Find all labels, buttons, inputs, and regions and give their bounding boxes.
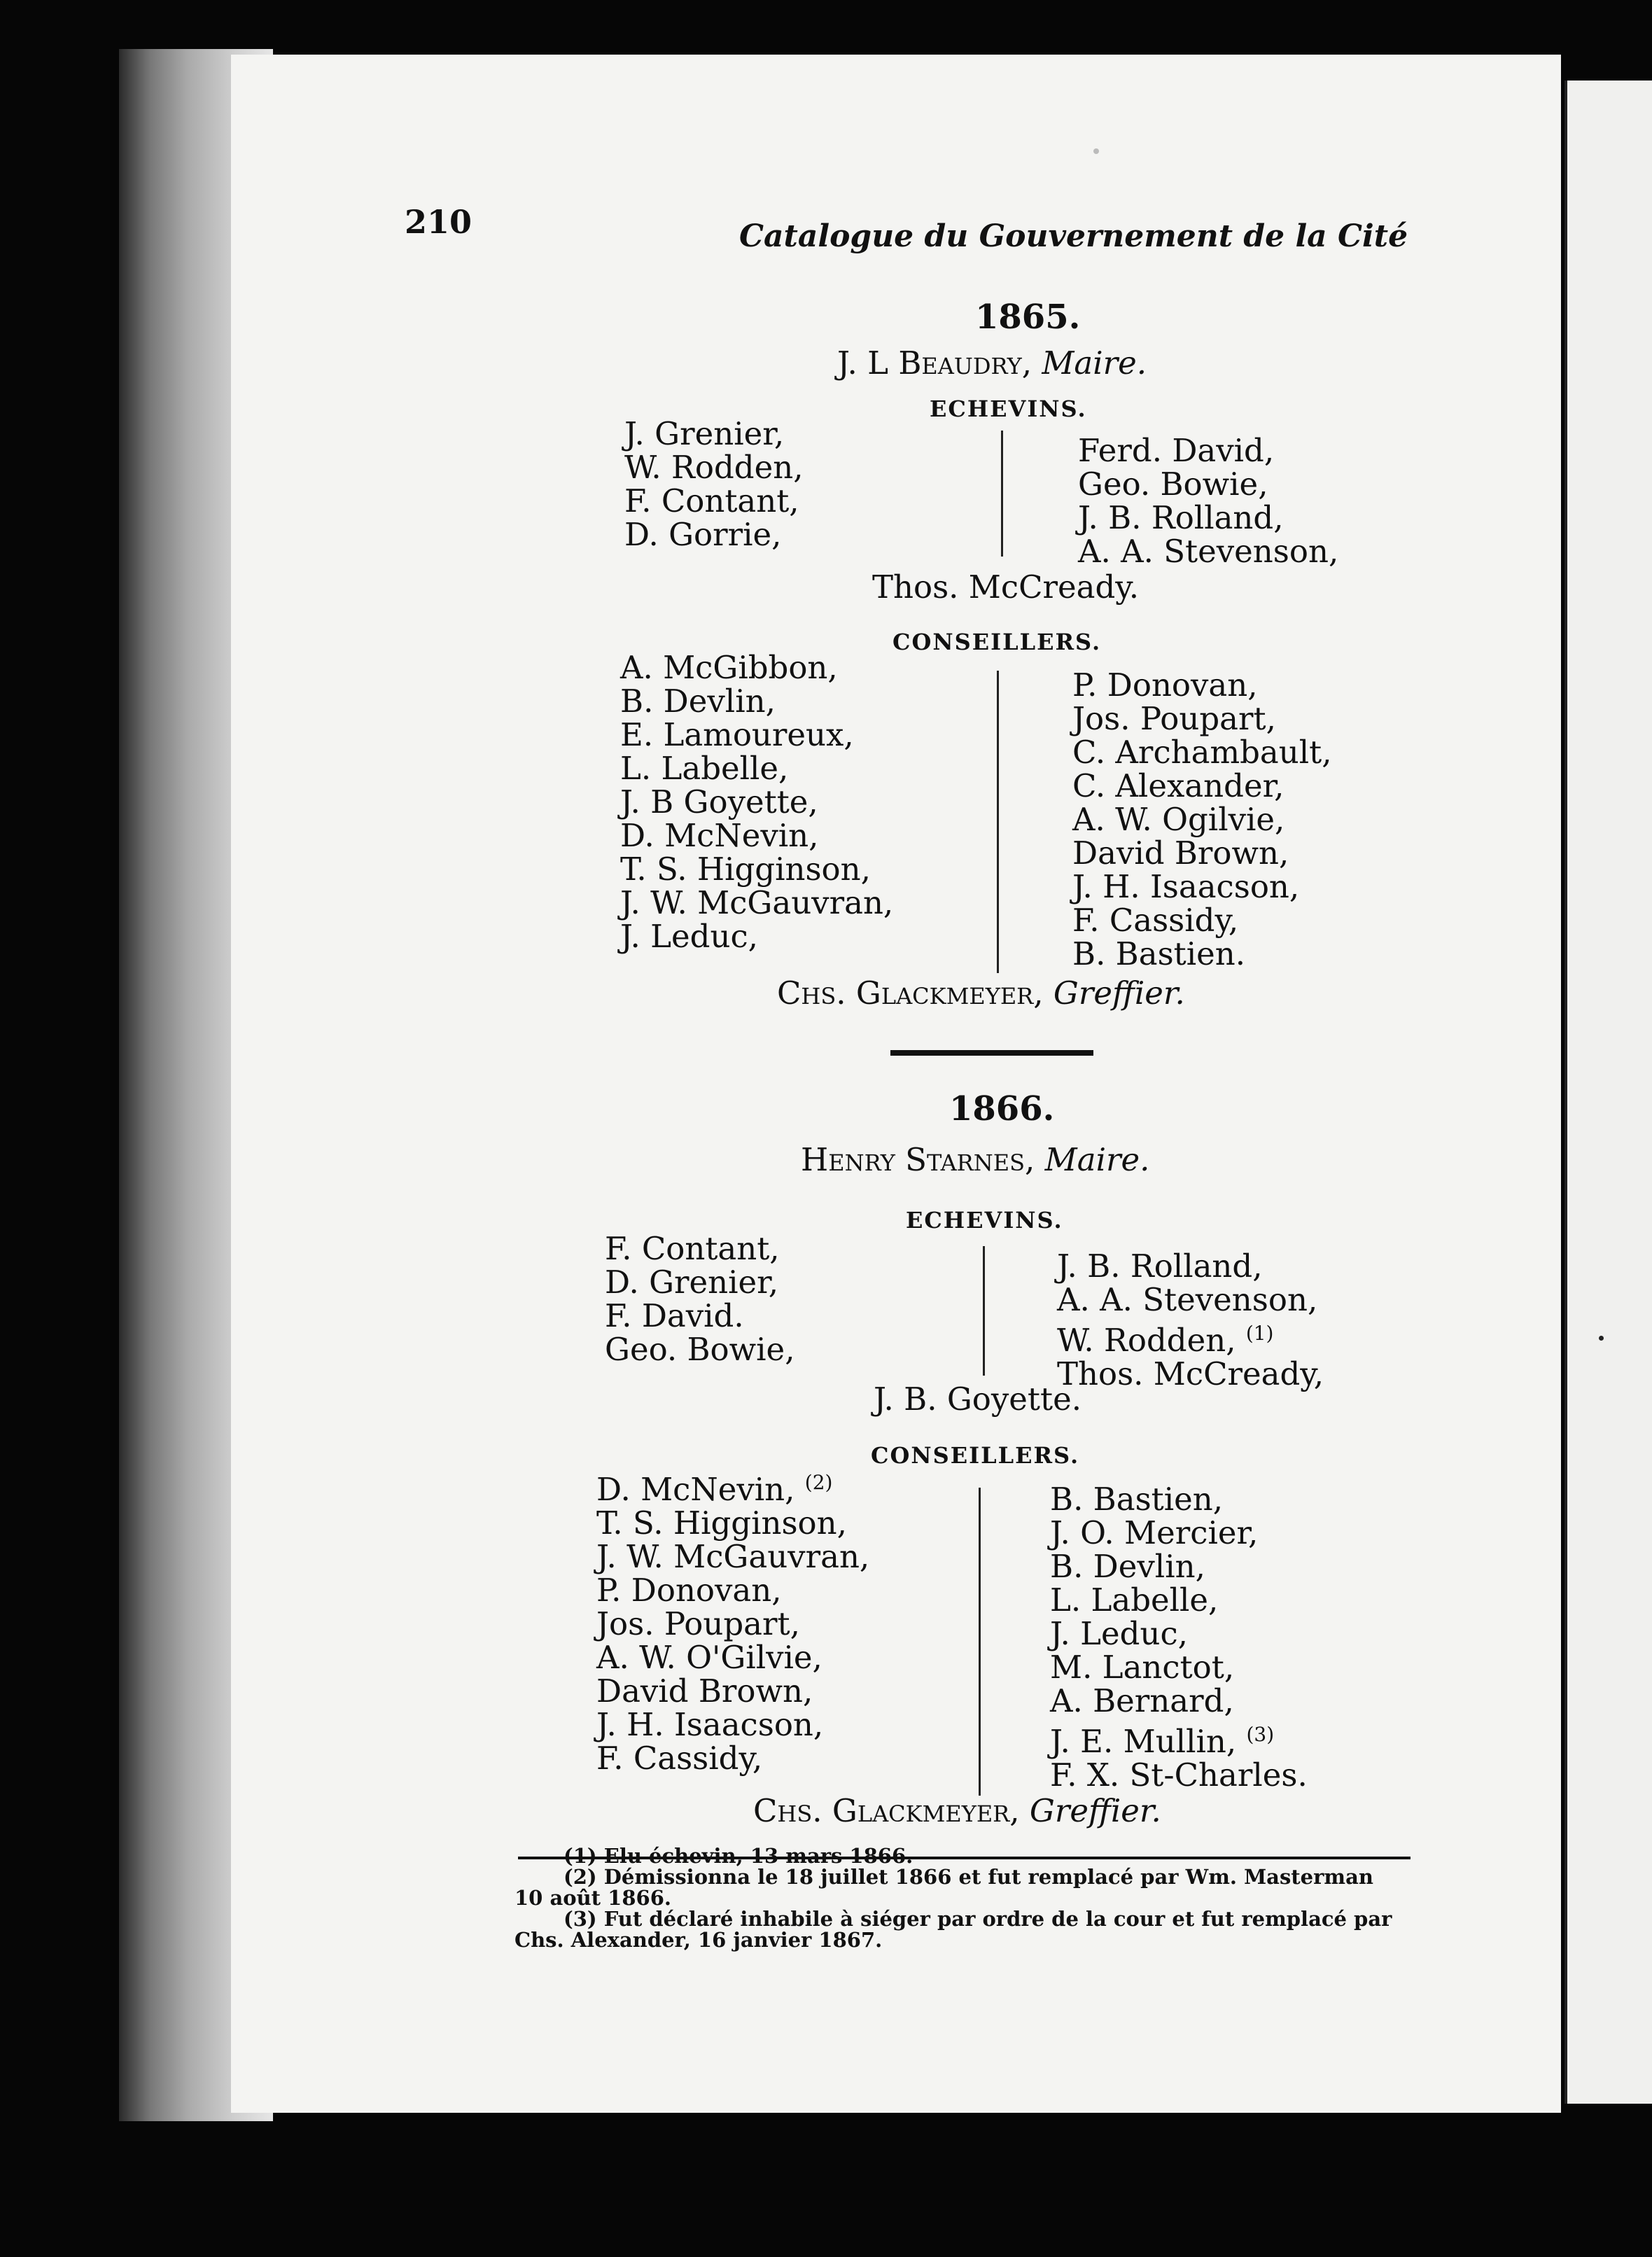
footnote-ref: (2) bbox=[804, 1471, 833, 1494]
name-entry: E. Lamoureux, bbox=[620, 716, 854, 753]
echevins-left-1865 bbox=[624, 417, 804, 552]
mayor-line-1866 bbox=[801, 1141, 1149, 1178]
name-entry: Jos. Poupart, bbox=[1072, 700, 1276, 737]
name-entry: J. H. Isaacson, bbox=[1072, 868, 1300, 905]
echevins-left-1866 bbox=[605, 1232, 795, 1367]
name-entry-with-note bbox=[596, 1466, 869, 1507]
name-entry: F. Contant, bbox=[605, 1230, 780, 1267]
greffier-title: Greffier. bbox=[1053, 974, 1185, 1012]
mayor-name: Henry Starnes, bbox=[801, 1141, 1035, 1178]
footnotes bbox=[514, 1841, 1424, 1950]
name-entry: C. Alexander, bbox=[1072, 767, 1284, 804]
column-rule bbox=[979, 1488, 981, 1796]
name-entry: A. W. O'Gilvie, bbox=[596, 1639, 822, 1676]
name-entry: Jos. Poupart, bbox=[596, 1605, 800, 1642]
footnote-2-cont: 10 août 1866. bbox=[514, 1886, 671, 1910]
name-entry: Ferd. David, bbox=[1078, 432, 1275, 469]
year-heading-1865: 1865. bbox=[975, 298, 1081, 337]
echevins-heading-1866: ECHEVINS. bbox=[906, 1207, 1063, 1234]
section-separator bbox=[890, 1050, 1093, 1056]
scan-speck bbox=[1093, 148, 1099, 154]
name-entry: J. W. McGauvran, bbox=[620, 884, 894, 921]
name-entry: F. David. bbox=[605, 1297, 744, 1334]
echevins-heading-1865: ECHEVINS. bbox=[930, 396, 1087, 422]
column-rule bbox=[997, 671, 999, 973]
name-entry: A. W. Ogilvie, bbox=[1072, 801, 1285, 838]
name-text: J. E. Mullin, bbox=[1050, 1723, 1237, 1760]
name-entry: P. Donovan, bbox=[1072, 666, 1258, 704]
column-rule bbox=[1001, 431, 1003, 557]
name-entry: F. Cassidy, bbox=[596, 1740, 763, 1777]
footnote-1: (1) Elu échevin, 13 mars 1866. bbox=[564, 1844, 913, 1868]
name-entry: F. Contant, bbox=[624, 482, 799, 519]
greffier-line-1866 bbox=[753, 1792, 1161, 1829]
footnote-2: (2) Démissionna le 18 juillet 1866 et fut remplacé par Wm. Masterman bbox=[564, 1865, 1373, 1889]
name-entry: B. Bastien, bbox=[1050, 1481, 1224, 1518]
name-entry: C. Archambault, bbox=[1072, 734, 1332, 771]
name-entry: L. Labelle, bbox=[620, 750, 789, 787]
mayor-title: Maire. bbox=[1042, 344, 1147, 382]
name-entry: F. Cassidy, bbox=[1072, 902, 1239, 939]
name-entry-with-note bbox=[1050, 1718, 1308, 1759]
name-entry: J. H. Isaacson, bbox=[596, 1706, 824, 1743]
column-rule bbox=[983, 1246, 985, 1376]
name-entry: B. Devlin, bbox=[1050, 1548, 1205, 1585]
name-entry: D. Gorrie, bbox=[624, 516, 782, 553]
name-entry: B. Devlin, bbox=[620, 683, 776, 720]
name-entry: J. B. Rolland, bbox=[1057, 1248, 1263, 1285]
name-entry: B. Bastien. bbox=[1072, 935, 1246, 972]
footnote-ref: (3) bbox=[1246, 1723, 1275, 1746]
greffier-title: Greffier. bbox=[1029, 1792, 1161, 1829]
name-entry: W. Rodden, bbox=[624, 449, 804, 486]
name-entry: A. McGibbon, bbox=[620, 649, 838, 686]
mayor-line-1865 bbox=[837, 344, 1147, 382]
echevins-extra-1865: Thos. McCready. bbox=[872, 568, 1140, 606]
name-entry: David Brown, bbox=[596, 1672, 813, 1710]
name-entry: J. Leduc, bbox=[620, 918, 758, 955]
running-title: Catalogue du Gouvernement de la Cité bbox=[739, 218, 1408, 254]
conseillers-left-1866 bbox=[596, 1466, 869, 1775]
name-entry: P. Donovan, bbox=[596, 1572, 782, 1609]
name-text: D. McNevin, bbox=[596, 1471, 795, 1508]
footnote-3-cont: Chs. Alexander, 16 janvier 1867. bbox=[514, 1928, 883, 1952]
name-entry: J. Leduc, bbox=[1050, 1615, 1188, 1652]
greffier-name: Chs. Glackmeyer, bbox=[777, 974, 1044, 1012]
name-entry: J. B. Rolland, bbox=[1078, 499, 1284, 536]
name-text: W. Rodden, bbox=[1057, 1322, 1236, 1359]
name-entry: J. O. Mercier, bbox=[1050, 1514, 1259, 1551]
facing-page-edge bbox=[1564, 81, 1652, 2104]
greffier-name: Chs. Glackmeyer, bbox=[753, 1792, 1020, 1829]
greffier-line-1865 bbox=[777, 974, 1185, 1012]
name-entry: J. B Goyette, bbox=[620, 783, 818, 820]
name-entry: David Brown, bbox=[1072, 834, 1289, 872]
name-entry: M. Lanctot, bbox=[1050, 1649, 1235, 1686]
mayor-title: Maire. bbox=[1044, 1141, 1150, 1178]
name-entry: L. Labelle, bbox=[1050, 1581, 1219, 1619]
name-entry: D. Grenier, bbox=[605, 1264, 779, 1301]
name-entry-with-note bbox=[1057, 1317, 1324, 1357]
name-entry: F. X. St-Charles. bbox=[1050, 1756, 1308, 1794]
page-number: 210 bbox=[405, 203, 472, 241]
conseillers-left-1865 bbox=[620, 651, 893, 953]
name-entry: J. W. McGauvran, bbox=[596, 1538, 870, 1575]
name-entry: A. Bernard, bbox=[1050, 1682, 1234, 1719]
name-entry: D. McNevin, bbox=[620, 817, 819, 854]
conseillers-right-1865 bbox=[1072, 666, 1332, 972]
conseillers-right-1866 bbox=[1050, 1483, 1308, 1792]
conseillers-heading-1866: CONSEILLERS. bbox=[871, 1442, 1080, 1469]
echevins-right-1866 bbox=[1057, 1250, 1324, 1391]
footnote-ref: (1) bbox=[1245, 1322, 1274, 1345]
name-entry: Geo. Bowie, bbox=[1078, 466, 1268, 503]
scan-speck bbox=[1599, 1336, 1604, 1341]
year-heading-1866: 1866. bbox=[949, 1089, 1055, 1128]
name-entry: T. S. Higginson, bbox=[596, 1504, 847, 1542]
conseillers-heading-1865: CONSEILLERS. bbox=[892, 629, 1102, 655]
footnote-3: (3) Fut déclaré inhabile à siéger par ordre de la cour et fut remplacé par bbox=[564, 1907, 1392, 1931]
echevins-extra-1866: J. B. Goyette. bbox=[874, 1381, 1082, 1418]
name-entry: A. A. Stevenson, bbox=[1057, 1281, 1318, 1318]
name-entry: Thos. McCready, bbox=[1057, 1355, 1324, 1392]
name-entry: A. A. Stevenson, bbox=[1078, 533, 1339, 570]
echevins-right-1865 bbox=[1078, 434, 1338, 568]
mayor-name: J. L Beaudry, bbox=[837, 344, 1032, 382]
name-entry: T. S. Higginson, bbox=[620, 851, 871, 888]
name-entry: Geo. Bowie, bbox=[605, 1331, 795, 1368]
name-entry: J. Grenier, bbox=[624, 415, 785, 452]
